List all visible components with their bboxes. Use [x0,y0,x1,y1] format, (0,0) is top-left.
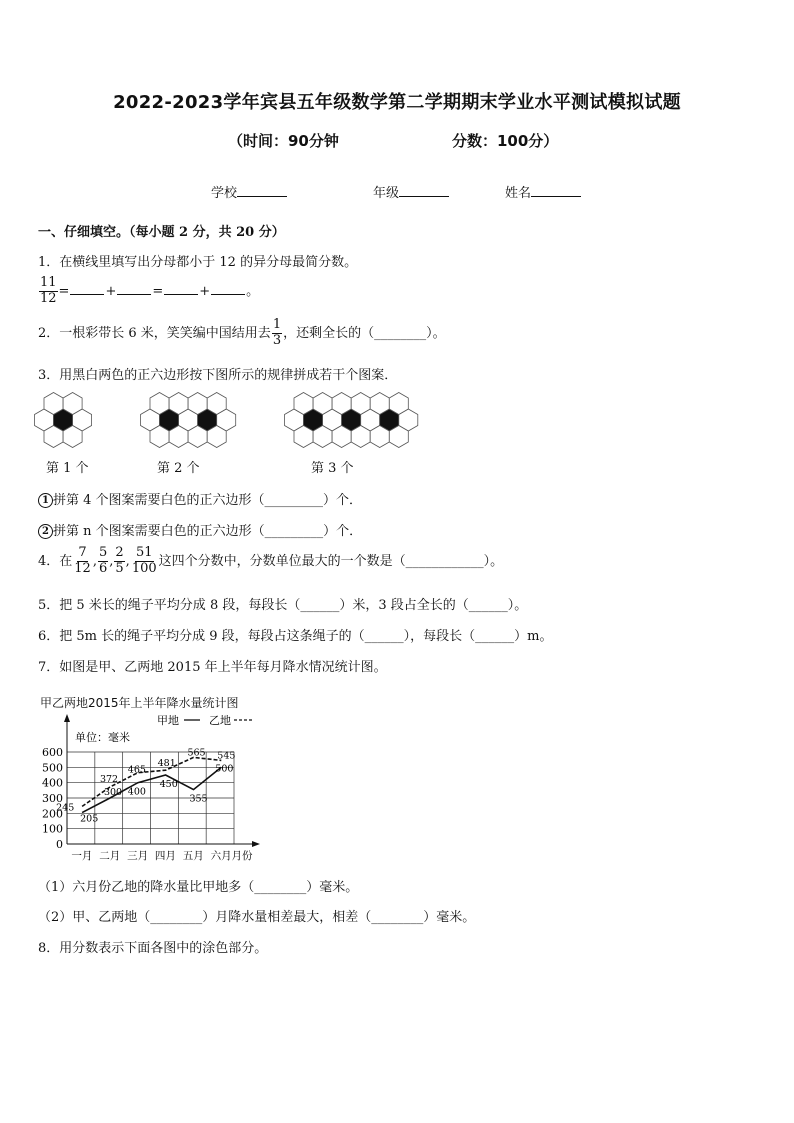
x-tick-label: 四月 [154,850,176,862]
y-axis-unit-label: 单位：毫米 [75,731,130,744]
data-label-jia: 400 [127,786,146,798]
sub-question-text: 拼第 4 个图案需要白色的正六边形（_________）个． [53,493,363,508]
data-label-jia: 450 [159,779,178,790]
fraction [73,546,92,577]
question-3-sub-1 [38,489,362,508]
section-title: 一、仔细填空。（每小题 2 分，共 20 分） [38,225,285,240]
data-label-yi: 465 [127,764,146,776]
pattern-label-1: 第 1 个 [46,461,89,476]
question-5-text: 5．把 5 米长的绳子平均分成 8 段，每段长（______）米，3 段占全长的（______）。 [38,598,528,613]
school-field [211,182,287,201]
denominator: 6 [98,560,108,576]
circled-number: 2 [38,524,53,539]
numerator: 1 [272,317,282,332]
x-tick-label: 三月 [127,850,149,862]
fraction [131,546,158,577]
chart-title: 甲乙两地2015年上半年降水量统计图 [40,696,239,710]
chart-grid [67,752,234,844]
question-1-text: 1．在横线里填写出分母都小于 12 的异分母最简分数。 [38,255,358,270]
school-blank[interactable] [237,184,287,197]
answer-blank[interactable] [211,282,245,295]
hexagon-patterns [30,390,420,450]
grade-field [373,182,449,201]
x-axis-unit-label: 月份 [231,850,253,862]
equals-sign: = [58,283,70,299]
denominator: 5 [115,560,124,576]
y-tick-label: 500 [42,761,63,775]
data-label-yi: 481 [157,758,176,770]
comma: , [125,553,130,569]
x-tick-label: 一月 [71,850,93,862]
question-7-sub-2: （2）甲、乙两地（________）月降水量相差最大，相差（________）毫米。 [38,910,476,925]
question-4-text-before: 4．在 [38,553,73,569]
legend-label-jia: 甲地 [157,714,179,727]
data-label-yi: 545 [217,750,236,762]
question-2-text-after: ，还剩全长的（________）。 [283,325,446,341]
rainfall-line-chart [30,708,270,862]
pattern-label-2: 第 2 个 [157,461,200,476]
pattern-label-3: 第 3 个 [311,461,354,476]
page-title: 2022-2023学年宾县五年级数学第二学期期末学业水平测试模拟试题 [113,92,681,113]
answer-blank[interactable] [164,282,198,295]
name-label: 姓名 [505,186,532,201]
y-axis-arrow [64,714,70,722]
name-field [505,182,581,201]
answer-blank[interactable] [70,282,104,295]
equals-sign: = [152,283,164,299]
sub-question-text: 拼第 n 个图案需要白色的正六边形（_________）个． [53,524,363,539]
fraction [98,546,108,577]
circled-number: 1 [38,493,53,508]
data-label-jia: 355 [189,793,208,805]
question-4 [38,546,503,577]
y-tick-label: 0 [56,838,63,851]
numerator: 5 [98,545,108,560]
y-tick-label: 200 [42,807,63,821]
school-label: 学校 [211,186,238,201]
exam-score: 分数：100分） [452,132,559,150]
fraction [39,276,58,307]
question-3-sub-2 [38,520,362,539]
chart-labels [42,713,253,862]
question-8-text: 8．用分数表示下面各图中的涂色部分。 [38,941,268,956]
numerator: 11 [40,275,57,290]
denominator: 3 [272,332,282,348]
data-label-jia: 205 [80,813,99,825]
legend-label-yi: 乙地 [209,714,231,727]
y-tick-label: 300 [42,792,63,805]
y-tick-label: 100 [42,822,63,836]
x-tick-label: 五月 [182,850,204,862]
question-1-equation [38,276,259,307]
denominator: 100 [131,560,157,576]
y-tick-label: 400 [42,776,63,790]
plus-sign: + [105,283,117,299]
period: 。 [246,283,260,299]
question-6-text: 6．把 5m 长的绳子平均分成 9 段，每段占这条绳子的（______），每段长（______）m。 [38,629,553,644]
data-label-yi: 372 [99,773,119,785]
denominator: 12 [74,560,91,576]
question-3-text: 3．用黑白两色的正六边形按下图所示的规律拼成若干个图案． [38,368,398,383]
name-blank[interactable] [531,184,581,197]
y-tick-label: 600 [42,746,63,759]
data-label-jia: 300 [103,787,123,798]
comma: , [92,553,97,569]
question-7-text: 7．如图是甲、乙两地 2015 年上半年每月降水情况统计图。 [38,660,387,675]
fraction [114,546,124,577]
numerator: 2 [115,545,124,560]
answer-blank[interactable] [117,282,151,295]
question-4-text-after: 这四个分数中，分数单位最大的一个数是（____________）。 [158,553,504,569]
grade-label: 年级 [373,186,400,201]
question-2 [38,318,446,349]
fraction [272,318,282,349]
exam-time: （时间：90分钟 [228,132,339,150]
grade-blank[interactable] [399,184,449,197]
question-2-text-before: 2．一根彩带长 6 米，笑笑编中国结用去 [38,325,271,341]
numerator: 7 [78,545,87,560]
numerator: 51 [135,545,153,560]
plus-sign: + [199,283,211,299]
question-7-sub-1: （1）六月份乙地的降水量比甲地多（________）毫米。 [38,880,359,895]
x-tick-label: 二月 [99,850,121,862]
data-label-yi: 565 [187,747,206,759]
denominator: 12 [40,290,57,306]
x-tick-label: 六月 [210,850,232,862]
comma: , [109,553,114,569]
data-label-yi: 245 [56,802,75,814]
x-axis-arrow [252,841,260,847]
data-label-jia: 500 [215,763,234,775]
